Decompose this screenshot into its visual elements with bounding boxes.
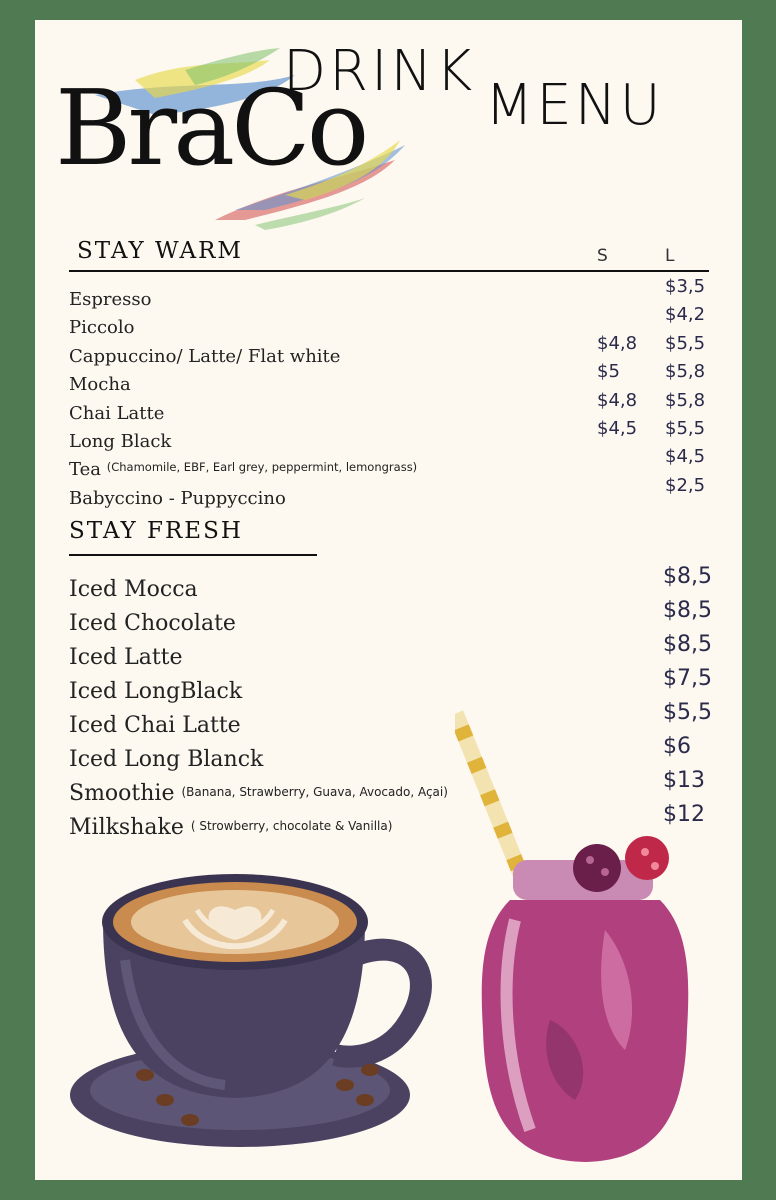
section-divider [69, 554, 317, 556]
drink-name: Chai Latte [69, 402, 165, 424]
column-header-small: S [597, 246, 608, 266]
price-small: $4,8 [597, 389, 638, 411]
warm-menu-row [69, 332, 719, 367]
drink-note: ( Strowberry, chocolate & Vanilla) [190, 819, 393, 833]
fresh-menu-row [69, 598, 719, 636]
price-large: $5,5 [665, 332, 706, 354]
fresh-menu-row [69, 564, 719, 602]
drink-name: Cappuccino/ Latte/ Flat white [69, 345, 341, 367]
drink-name: Babyccino - Puppyccino [69, 487, 286, 509]
price-large: $5,8 [665, 361, 706, 383]
drink-name: Espresso [69, 289, 152, 310]
section-heading-stay-warm: STAY WARM [77, 238, 243, 264]
drink-name: Iced Long Blanck [69, 747, 264, 772]
price: $5,5 [663, 700, 712, 725]
menu-title-line2: MENU [485, 73, 664, 138]
drink-note: (Chamomile, EBF, Earl grey, peppermint, lemongrass) [106, 460, 418, 475]
berry-smoothie-jar-illustration [455, 700, 715, 1170]
latte-cup-illustration [65, 840, 435, 1150]
drink-name: Iced Mocca [69, 577, 198, 602]
drink-note: (Banana, Strawberry, Guava, Avocado, Açai) [181, 785, 448, 799]
price-large: $4,5 [665, 446, 706, 468]
fresh-menu-row [69, 666, 719, 704]
price: $13 [663, 768, 705, 793]
price: $12 [663, 802, 705, 827]
drink-name: Iced LongBlack [69, 679, 243, 704]
price: $7,5 [663, 666, 712, 691]
price-small: $4,5 [597, 418, 638, 439]
drink-name: Tea $^{(Chamomile, EBF, Earl grey, peppermint, lemongrass)}$ [69, 459, 418, 481]
price-large: $5,8 [665, 389, 706, 411]
price-large: $3,5 [665, 276, 706, 297]
drink-name: Iced Latte [69, 645, 183, 670]
section-divider [69, 270, 709, 272]
price: $8,5 [663, 564, 712, 589]
warm-menu-row [69, 446, 719, 481]
price: $8,5 [663, 598, 712, 623]
section-heading-stay-fresh: STAY FRESH [69, 518, 243, 544]
warm-menu-row [69, 418, 719, 452]
warm-menu-row [69, 276, 719, 310]
fresh-menu-row [69, 632, 719, 670]
drink-name: Mocha [69, 374, 131, 396]
drink-name: Milkshake ( Strowberry, chocolate & Vanilla) [69, 815, 393, 840]
price-large: $2,5 [665, 474, 706, 496]
price-small: $4,8 [597, 332, 638, 354]
column-header-large: L [665, 246, 675, 266]
price: $6 [663, 734, 691, 759]
drink-name: Piccolo [69, 317, 135, 339]
price-small: $5 [597, 361, 620, 383]
drink-name: Iced Chai Latte [69, 713, 241, 738]
menu-card [35, 20, 742, 1180]
warm-menu-row [69, 474, 719, 509]
drink-name: Smoothie (Banana, Strawberry, Guava, Avocado, Açai) [69, 781, 448, 806]
drink-name: Iced Chocolate [69, 611, 236, 636]
menu-title-line1: DRINK [283, 39, 476, 104]
brand-logo-text: BraCo [55, 67, 366, 189]
price-large: $4,2 [665, 304, 706, 326]
price-large: $5,5 [665, 418, 706, 439]
drink-name: Long Black [69, 431, 172, 452]
price: $8,5 [663, 632, 712, 657]
